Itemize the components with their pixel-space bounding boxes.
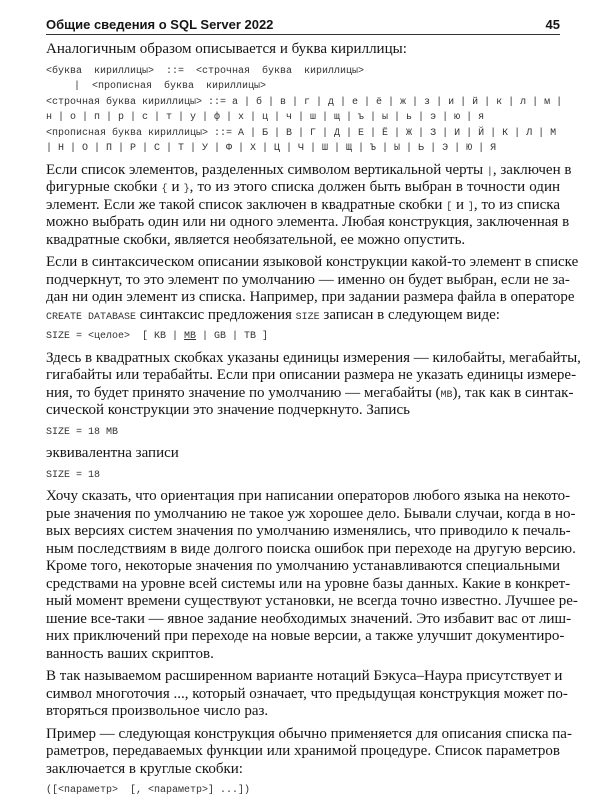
text-line	[46, 161, 572, 180]
text-segment: ), так как в синтак-	[452, 384, 574, 401]
text-segment: В так называемом расширенном варианте нотаций Бэкуса–Наура присутствует и	[46, 668, 563, 684]
text-line	[46, 402, 560, 420]
text-line	[46, 668, 563, 686]
paragraph	[46, 488, 578, 663]
text-line	[46, 646, 560, 664]
text-line	[46, 445, 560, 463]
text-line	[46, 703, 560, 721]
text-segment: рые значения по умолчанию не такое уж хорошее дело. Бывали случаи, когда в но-	[46, 505, 576, 522]
text-line	[46, 593, 578, 611]
text-segment: Пример — следующая конструкция обычно применяется для описания списка па-	[46, 725, 572, 742]
text-line	[46, 271, 570, 290]
paragraph	[46, 725, 572, 779]
inline-code: |	[486, 166, 493, 178]
text-line	[46, 214, 570, 232]
text-segment: и	[167, 179, 184, 195]
paragraph	[46, 349, 581, 420]
code-line	[46, 64, 560, 80]
paragraph	[46, 161, 572, 250]
text-segment: | Н | О | П | Р | С | Т | У | Ф | Х | Ц | Ч | Ш | Щ | Ъ | Ы | Ь | Э | Ю | Я	[46, 143, 497, 154]
inline-code: [	[446, 201, 453, 213]
text-line	[46, 505, 576, 524]
text-segment: , заключен в	[492, 161, 572, 178]
text-segment: них приключений при переходе на новые версии, а также улучшит документиро-	[46, 628, 565, 644]
text-segment: <прописная буква кириллицы> ::= А | Б | В | Г | Д | Е | Ё | Ж | З | И | Й | К | Л | М	[46, 127, 557, 139]
text-line	[46, 725, 572, 744]
code-block	[46, 64, 563, 157]
text-segment: ный момент времени существуют установки, не всегда точно известно. Лучшее ре-	[46, 593, 578, 609]
code-line	[46, 329, 560, 345]
text-segment: средствами на уровне всей системы или на уровне базы данных. Какие в конкрет-	[46, 575, 571, 592]
text-line	[46, 41, 560, 59]
inline-code: MB	[440, 389, 453, 401]
text-segment: эквивалентна записи	[46, 445, 179, 461]
inline-code: CREATE DATABASE	[46, 311, 137, 323]
text-line	[46, 254, 579, 272]
text-segment: раметров, передаваемых функции или хранимой процедуре. Список параметров	[46, 743, 560, 759]
text-line	[46, 384, 574, 403]
text-segment: ванность ваших скриптов.	[46, 645, 214, 662]
paragraph	[46, 668, 568, 721]
text-segment: , то из списка	[473, 196, 560, 213]
text-line	[46, 575, 571, 594]
text-line	[46, 610, 572, 629]
paragraph	[46, 445, 560, 463]
text-line	[46, 761, 560, 779]
inline-code: }	[183, 184, 190, 195]
text-segment: шение все-таки — явное задание необходимых значений. Это избавит вас от лиш-	[46, 610, 572, 627]
text-segment: , то из этого списка должен быть выбран в точности один	[189, 179, 560, 195]
text-segment: | GB | TB ]	[196, 331, 269, 342]
text-line	[46, 232, 560, 250]
text-segment: SIZE = 18 MB	[46, 426, 119, 438]
text-line	[46, 179, 560, 197]
text-line	[46, 307, 560, 325]
text-line	[46, 523, 571, 541]
text-segment: дан ни один элемент из списка. Например, при задании размера файла в операторе	[46, 289, 575, 305]
text-segment: подчеркнут, то это элемент по умолчанию — именно он будет выбран, если не за-	[46, 271, 570, 288]
text-segment: заключается в круглые скобки:	[46, 760, 243, 777]
text-segment: Кроме того, некоторые значения по умолчанию устанавливаются специальными	[46, 558, 560, 574]
code-block	[46, 425, 560, 441]
code-block	[46, 783, 560, 799]
underlined-default: MB	[184, 331, 197, 342]
inline-code: {	[161, 184, 168, 195]
text-segment: Хочу сказать, что ориентация при написании операторов любого языка на некото-	[46, 488, 571, 504]
text-segment: <буква кириллицы> ::= <строчная буква кириллицы>	[46, 65, 365, 77]
text-line	[46, 743, 560, 761]
text-segment: сической конструкции это значение подчеркнуто. Запись	[46, 402, 410, 418]
text-line	[46, 628, 565, 646]
text-segment: | <прописная буква кириллицы>	[74, 81, 267, 92]
text-line	[46, 558, 560, 576]
text-segment: SIZE = <целое> [ KB |	[46, 331, 185, 342]
page-body	[46, 41, 581, 799]
chapter-title: Общие сведения о SQL Server 2022	[46, 17, 274, 32]
code-block	[46, 329, 560, 345]
text-segment: вых версиях систем значения по умолчанию изменялись, что приводило к печаль-	[46, 523, 571, 539]
text-segment: фигурные скобки	[46, 179, 162, 195]
text-segment: SIZE = 18	[46, 469, 101, 481]
text-segment: можно выбрать один или ни одного элемента. Любая конструкция, заключенная в	[46, 214, 570, 230]
text-line	[46, 349, 581, 368]
text-segment: записан в следующем виде:	[319, 306, 500, 323]
text-segment: элемент. Если же такой список заключен в квадратные скобки	[46, 196, 447, 213]
text-segment: и	[452, 196, 468, 213]
code-line	[46, 79, 560, 95]
inline-code: SIZE	[295, 311, 320, 323]
inline-code: ]	[467, 201, 474, 213]
text-segment: Если в синтаксическом описании языковой конструкции какой-то элемент в списке	[46, 254, 579, 270]
text-segment: гигабайты или терабайты. Если при описании размера не указать единицы измере-	[46, 367, 577, 383]
paragraph	[46, 254, 579, 324]
paragraph	[46, 41, 560, 59]
code-line	[46, 783, 560, 799]
text-segment: ([<параметр> [, <параметр>] ...])	[46, 785, 251, 796]
text-segment: Здесь в квадратных скобках указаны единицы измерения — килобайты, мегабайты,	[46, 349, 581, 366]
text-line	[46, 197, 560, 215]
text-line	[46, 685, 568, 704]
text-segment: <строчная буква кириллицы> ::= а | б | в | г | д | е | ё | ж | з | и | й | к | л | м |	[46, 96, 563, 108]
code-line	[46, 126, 560, 142]
text-line	[46, 367, 577, 385]
code-line	[46, 425, 560, 441]
code-block	[46, 468, 560, 484]
text-segment: квадратные скобки, является необязательной, ее можно опустить.	[46, 231, 466, 248]
code-line	[46, 468, 560, 484]
text-segment: Аналогичным образом описывается и буква кириллицы:	[46, 41, 407, 57]
text-segment: синтаксис предложения	[136, 306, 296, 323]
text-line	[46, 540, 576, 559]
text-line	[46, 488, 571, 506]
text-segment: ным последствиям в виде долгого поиска ошибок при переходе на другую версию.	[46, 540, 576, 557]
text-line	[46, 289, 575, 307]
running-header	[46, 15, 560, 35]
text-segment: вторяться произвольное число раз.	[46, 703, 269, 719]
code-line	[46, 110, 560, 126]
text-segment: н | о | п | р | с | т | у | ф | х | ц | ч | ш | щ | ъ | ы | ь | э | ю | я	[46, 112, 485, 123]
text-segment: символ многоточия ..., который означает, что предыдущая конструкция может по-	[46, 685, 568, 702]
code-line	[46, 95, 563, 111]
page-number: 45	[545, 17, 560, 32]
text-segment: Если список элементов, разделенных символом вертикальной черты	[46, 161, 487, 178]
code-line	[46, 141, 560, 157]
text-segment: ния, то будет принято значение по умолчанию — мегабайты (	[46, 384, 441, 401]
